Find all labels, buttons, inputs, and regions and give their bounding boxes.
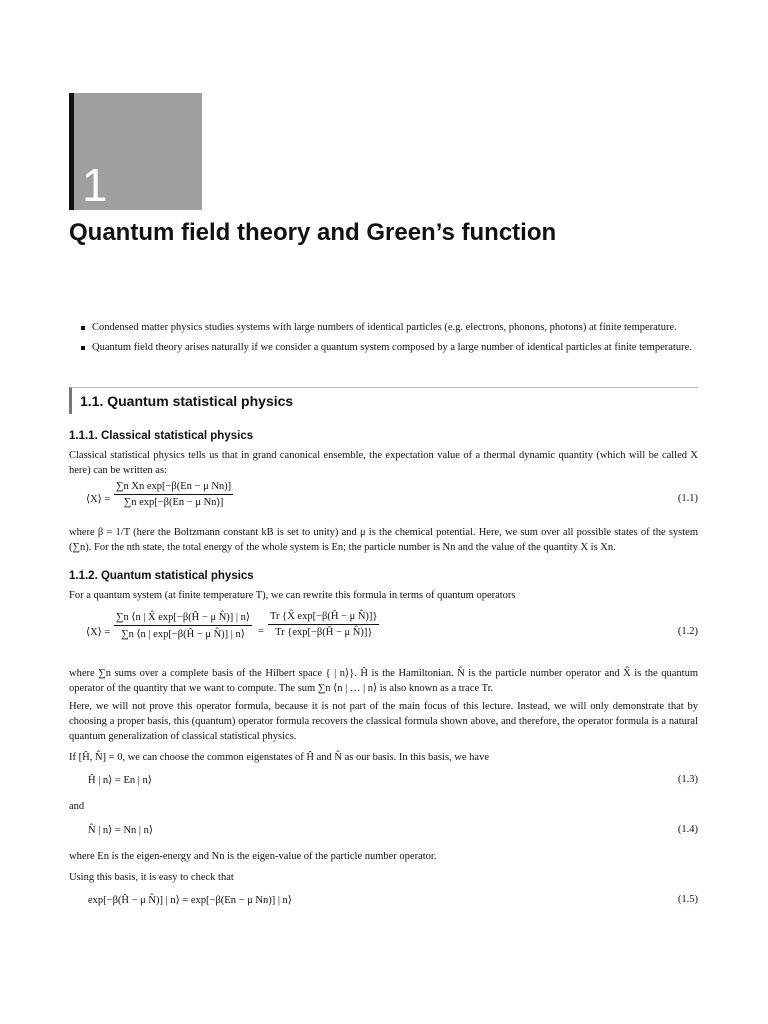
paragraph: where β = 1/T (here the Boltzmann constant kB is set to unity) and μ is the chemical potential. Here, we sum over all possible states of the system (∑n). For the nth state, the total energy of the whole system is En; the particle number is Nn and the value of the quantity X is Xn.	[69, 527, 698, 553]
equation-lhs: ⟨X⟩ =	[86, 627, 111, 638]
equation-numerator: Tr {X̂ exp[−β(Ĥ − μ N̂)]}	[268, 611, 379, 625]
subsection-title: 1.1.1. Classical statistical physics	[69, 430, 254, 442]
bullet-item: Condensed matter physics studies systems with large numbers of identical particles (e.g. electrons, phonons, photons) at finite temperature.	[81, 321, 701, 336]
equation-number: (1.4)	[677, 824, 698, 835]
equation-1-4	[0, 824, 768, 840]
chapter-number-box	[69, 93, 202, 210]
paragraph: For a quantum system (at finite temperature T), we can rewrite this formula in terms of quantum operators	[69, 590, 516, 601]
paragraph: and	[69, 801, 85, 812]
chapter-number: 1	[82, 159, 108, 211]
equation-number: (1.3)	[677, 774, 698, 785]
equation-denominator: ∑n exp[−β(En − μ Nn)]	[123, 497, 224, 508]
equation-number: (1.2)	[677, 626, 698, 637]
equation-1-2	[0, 611, 768, 655]
subsection-title: 1.1.2. Quantum statistical physics	[69, 570, 254, 582]
section-heading	[69, 387, 698, 414]
summary-bullets	[81, 321, 701, 360]
paragraph: Here, we will not prove this operator formula, because it is not part of the main focus of this lecture. Instead, we will only demonstrate that by choosing a proper basis, this (quantum) operator formula recovers the classical formula shown above, and therefore, the operator formula is a natural quantum generalization of classical statistical physics.	[69, 701, 698, 742]
paragraph: If [Ĥ, N̂] = 0, we can choose the common eigenstates of Ĥ and N̂ as our basis. In this basis, we have	[69, 752, 489, 763]
equation-fraction	[114, 481, 233, 508]
equation-number: (1.1)	[677, 493, 698, 504]
equation-number: (1.5)	[677, 894, 698, 905]
paragraph: Using this basis, it is easy to check that	[69, 872, 234, 883]
equation-numerator: ∑n Xn exp[−β(En − μ Nn)]	[114, 481, 233, 495]
paragraph: Classical statistical physics tells us that in grand canonical ensemble, the expectation value of a thermal dynamic quantity (which will be called X here) can be written as:	[69, 450, 698, 476]
equation-body: N̂ | n⟩ = Nn | n⟩	[88, 825, 153, 836]
equation-1-5	[0, 894, 768, 910]
bullet-item: Quantum field theory arises naturally if we consider a quantum system composed by a large number of identical particles at finite temperature.	[81, 341, 701, 356]
paragraph: where ∑n sums over a complete basis of the Hilbert space { | n⟩}. Ĥ is the Hamiltonian. N̂ is the particle number operator and X̂ is the quantum operator of the quantity that we want to compute. The sum ∑n ⟨n | … | n⟩ is also known as a trace Tr.	[69, 668, 698, 694]
equation-denominator: Tr {exp[−β(Ĥ − μ N̂)]}	[275, 627, 373, 638]
section-title: 1.1. Quantum statistical physics	[80, 393, 294, 409]
equation-denominator: ∑n ⟨n | exp[−β(Ĥ − μ N̂)] | n⟩	[121, 629, 245, 640]
equation-equals: =	[258, 626, 264, 637]
chapter-title: Quantum field theory and Green’s function	[69, 219, 557, 246]
equation-body: Ĥ | n⟩ = En | n⟩	[88, 775, 152, 786]
equation-body: exp[−β(Ĥ − μ N̂)] | n⟩ = exp[−β(En − μ Nn)] | n⟩	[88, 895, 292, 906]
equation-1-3	[0, 774, 768, 790]
equation-lhs: ⟨X⟩ =	[86, 494, 111, 505]
equation-fraction	[114, 611, 252, 640]
paragraph: where En is the eigen-energy and Nn is the eigen-value of the particle number operator.	[69, 851, 437, 862]
equation-fraction	[268, 611, 379, 638]
equation-1-1	[0, 481, 768, 519]
equation-numerator: ∑n ⟨n | X̂ exp[−β(Ĥ − μ N̂)] | n⟩	[114, 611, 252, 626]
